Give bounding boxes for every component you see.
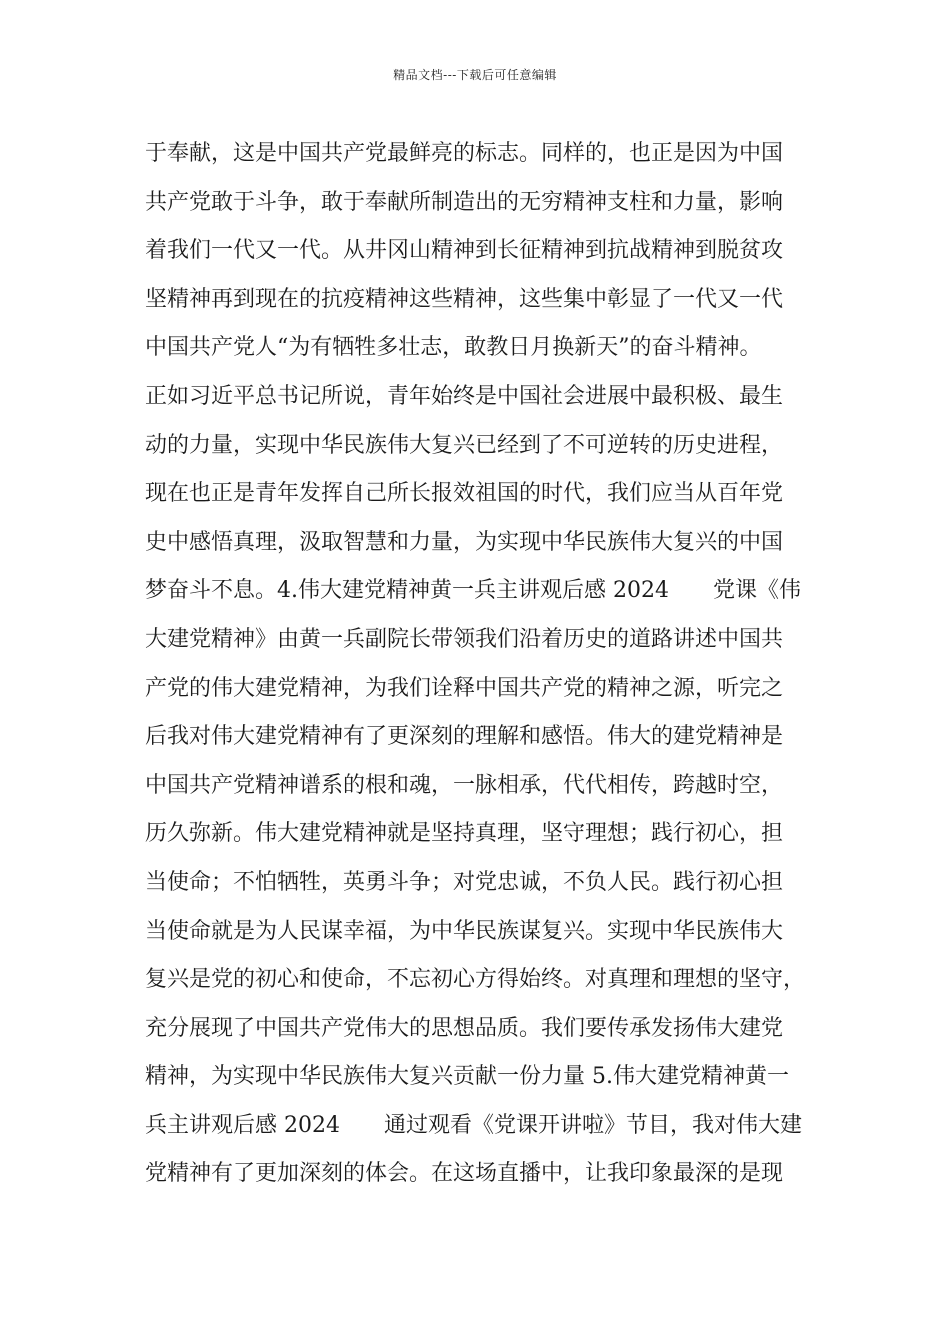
text-line: 共产党敢于斗争，敢于奉献所制造出的无穷精神支柱和力量，影响 xyxy=(145,189,784,215)
text-line: 史中感悟真理，汲取智慧和力量，为实现中华民族伟大复兴的中国 xyxy=(145,529,784,555)
body-text xyxy=(145,130,815,1199)
text-line: 现在也正是青年发挥自己所长报效祖国的时代，我们应当从百年党 xyxy=(145,481,784,507)
text-line: 动的力量，实现中华民族伟大复兴已经到了不可逆转的历史进程， xyxy=(145,432,784,458)
text-line: 党精神有了更加深刻的体会。在这场直播中，让我印象最深的是现 xyxy=(145,1161,784,1187)
text-line: 兵主讲观后感 2024 通过观看《党课开讲啦》节目，我对伟大建 xyxy=(145,1112,802,1138)
text-line: 中国共产党人“为有牺牲多壮志，敢教日月换新天”的奋斗精神。 xyxy=(145,335,762,361)
text-line: 复兴是党的初心和使命，不忘初心方得始终。对真理和理想的坚守， xyxy=(145,967,806,993)
text-line: 着我们一代又一代。从井冈山精神到长征精神到抗战精神到脱贫攻 xyxy=(145,238,784,264)
text-line: 充分展现了中国共产党伟大的思想品质。我们要传承发扬伟大建党 xyxy=(145,1015,784,1041)
text-line: 梦奋斗不息。4.伟大建党精神黄一兵主讲观后感 2024 党课《伟 xyxy=(145,578,801,604)
page-header: 精品文档---下载后可任意编辑 xyxy=(393,68,557,82)
text-line: 中国共产党精神谱系的根和魂，一脉相承，代代相传，跨越时空， xyxy=(145,772,784,798)
text-line: 当使命；不怕牺牲，英勇斗争；对党忠诚，不负人民。践行初心担 xyxy=(145,869,784,895)
text-line: 大建党精神》由黄一兵副院长带领我们沿着历史的道路讲述中国共 xyxy=(145,626,784,652)
text-line: 于奉献，这是中国共产党最鲜亮的标志。同样的，也正是因为中国 xyxy=(145,141,784,166)
text-line: 正如习近平总书记所说，青年始终是中国社会进展中最积极、最生 xyxy=(145,383,784,409)
text-line: 当使命就是为人民谋幸福，为中华民族谋复兴。实现中华民族伟大 xyxy=(145,918,784,944)
text-line: 历久弥新。伟大建党精神就是坚持真理，坚守理想；践行初心，担 xyxy=(145,821,784,847)
text-line: 后我对伟大建党精神有了更深刻的理解和感悟。伟大的建党精神是 xyxy=(145,724,784,750)
text-line: 坚精神再到现在的抗疫精神这些精神，这些集中彰显了一代又一代 xyxy=(145,286,784,312)
text-line: 产党的伟大建党精神，为我们诠释中国共产党的精神之源，听完之 xyxy=(145,675,784,701)
text-line: 精神，为实现中华民族伟大复兴贡献一份力量 5.伟大建党精神黄一 xyxy=(145,1064,789,1090)
